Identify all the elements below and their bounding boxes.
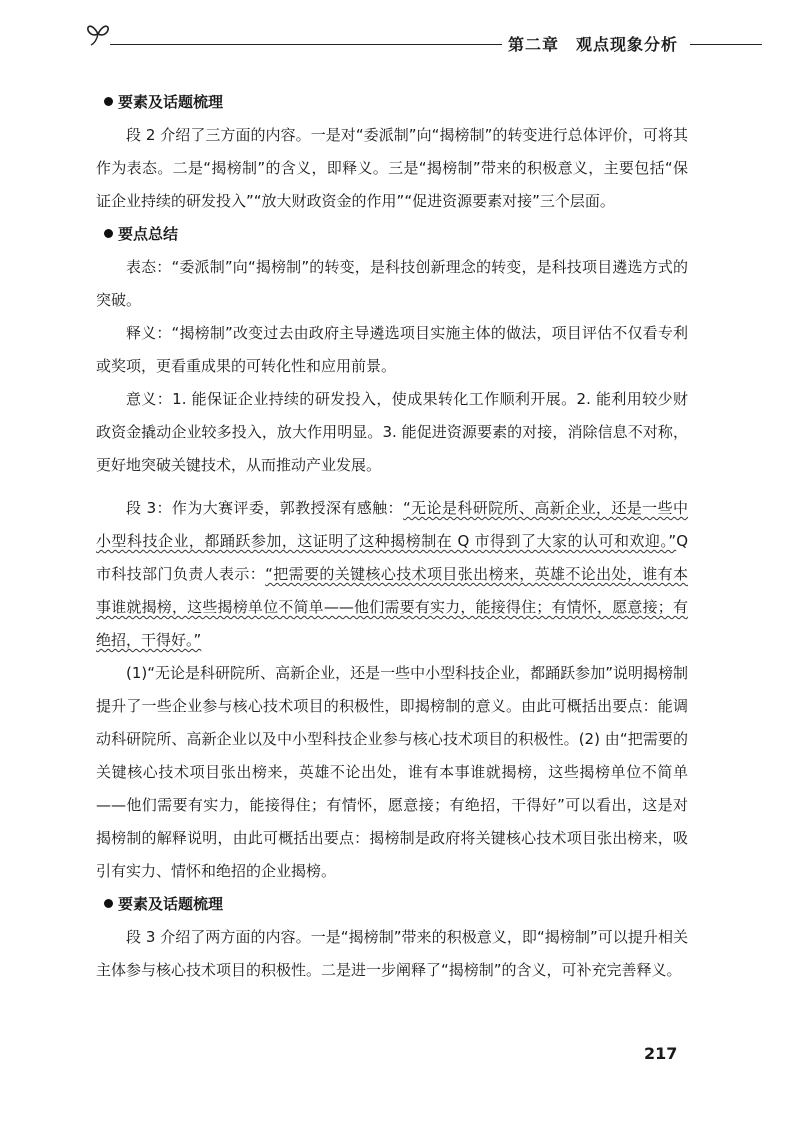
header-rule-right	[690, 44, 762, 45]
wavy-underlined-quote: “无论是科研院所、高新企业，还是一些中小型科技企业，都踊跃参加，这证明了这种揭榜制在 Q 市得到了大家的认可和欢迎。”	[96, 499, 688, 550]
section-heading	[96, 218, 688, 251]
paragraph: 段 2 介绍了三方面的内容。一是对“委派制”向“揭榜制”的转变进行总体评价，可将其作为表态。二是“揭榜制”的含义，即释义。三是“揭榜制”带来的积极意义，主要包括“保证企业持续的研发投入”“放大财政资金的作用”“促进资源要素对接”三个层面。	[96, 126, 688, 210]
analysis-paragraph: (1)“无论是科研院所、高新企业，还是一些中小型科技企业，都踊跃参加”说明揭榜制提升了一些企业参与核心技术项目的积极性，即揭榜制的意义。由此可概括出要点：能调动科研院所、高新企业以及中小型科技企业参与核心技术项目的积极性。(2) 由“把需要的关键核心技术项目张出榜来，英雄不论出处，谁有本事谁就揭榜，这些揭榜单位不简单——他们需要有实力，能接得住；有情怀，愿意接；有绝招，干得好”可以看出，这是对揭榜制的解释说明，由此可概括出要点：揭榜制是政府将关键核心技术项目张出榜来，吸引有实力、情怀和绝招的企业揭榜。	[96, 664, 688, 880]
paragraph: 段 3 介绍了两方面的内容。一是“揭榜制”带来的积极意义，即“揭榜制”可以提升相关主体参与核心技术项目的积极性。二是进一步阐释了“揭榜制”的含义，可补充完善释义。	[96, 928, 688, 979]
section-heading	[96, 86, 688, 119]
header-rule-left	[110, 44, 502, 45]
page-number: 217	[644, 1044, 678, 1063]
bullet-icon	[104, 229, 113, 238]
page-header	[0, 0, 800, 60]
section-heading-text: 要素及话题梳理	[118, 895, 224, 913]
paragraph: 表态：“委派制”向“揭榜制”的转变，是科技创新理念的转变，是科技项目遴选方式的突破。	[96, 258, 688, 309]
section-heading-text: 要点总结	[118, 225, 179, 243]
spacer	[96, 482, 688, 492]
chapter-title: 第二章 观点现象分析	[508, 35, 679, 54]
bullet-icon	[104, 899, 113, 908]
wavy-underlined-quote: “把需要的关键核心技术项目张出榜来，英雄不论出处，谁有本事谁就揭榜，这些揭榜单位不简单——他们需要有实力，能接得住；有情怀，愿意接；有绝招，干得好。”	[96, 565, 688, 649]
paragraph: 意义：1. 能保证企业持续的研发投入，使成果转化工作顺利开展。2. 能利用较少财政资金撬动企业较多投入，放大作用明显。3. 能促进资源要素的对接，消除信息不对称，更好地突破关键技术，从而推动产业发展。	[96, 390, 688, 474]
section-heading-text: 要素及话题梳理	[118, 93, 224, 111]
para3-middle: Q 市科技部门负责人表示：	[96, 532, 688, 583]
section-heading	[96, 888, 688, 921]
para3-intro: 段 3：作为大赛评委，郭教授深有感触：	[126, 499, 403, 517]
leaf-logo-icon	[84, 20, 112, 46]
bullet-icon	[104, 97, 113, 106]
page-body	[96, 86, 688, 987]
paragraph: 释义：“揭榜制”改变过去由政府主导遴选项目实施主体的做法，项目评估不仅看专利或奖项，更看重成果的可转化性和应用前景。	[96, 324, 688, 375]
quoted-paragraph	[96, 492, 688, 657]
